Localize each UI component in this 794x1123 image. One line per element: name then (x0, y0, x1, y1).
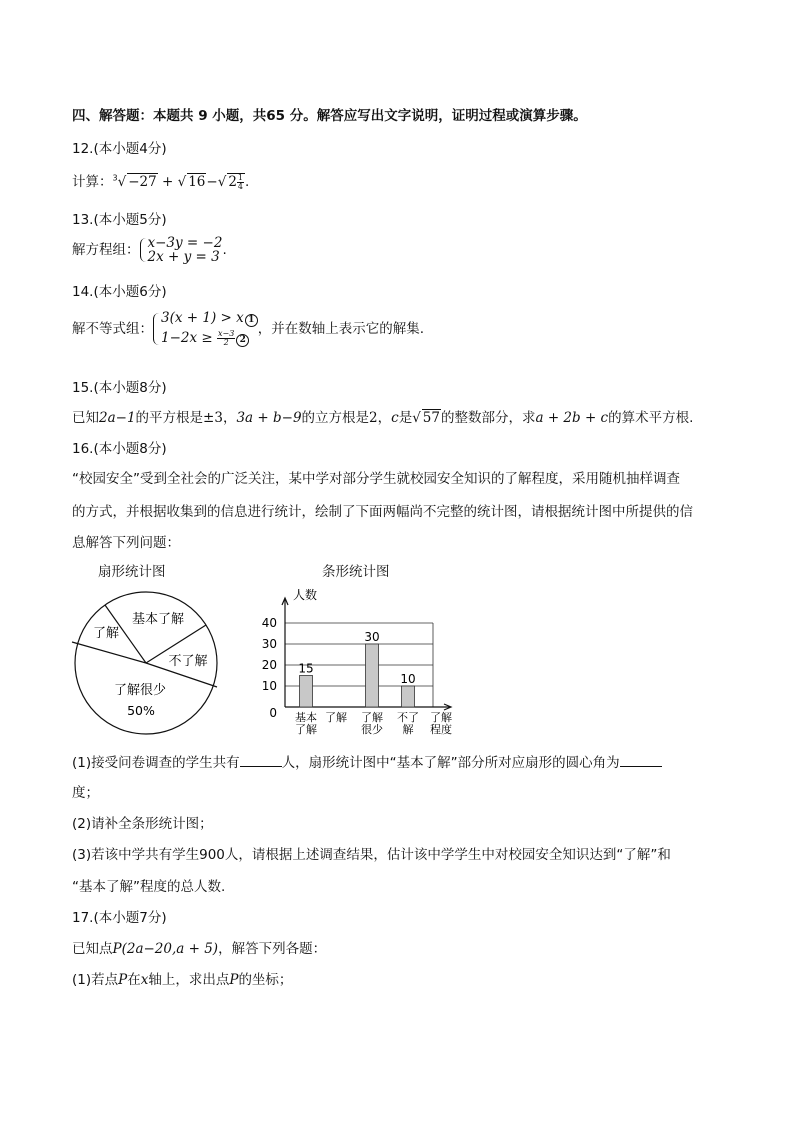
q15-text-a: 已知 (72, 410, 99, 426)
bar-data-label-3: 10 (400, 672, 416, 686)
q16-para1: “校园安全”受到全社会的广泛关注，某中学对部分学生就校园安全知识的了解程度，采用随机抽样调查 (72, 471, 680, 487)
answer-blank-2[interactable] (620, 754, 662, 767)
q16-para2: 的方式，并根据收集到的信息进行统计，绘制了下面两幅尚不完整的统计图，请根据统计图中所提供的信 (72, 504, 693, 520)
q17-sub1-p: P (118, 972, 128, 988)
bar-ytick-label-1: 10 (261, 679, 277, 693)
q16-q1-c: 度； (72, 785, 99, 801)
bar-xtick-label-2-b: 很少 (361, 723, 383, 736)
pie-label-basic: 基本了解 (131, 612, 185, 627)
q12-mixed-den: 4 (237, 182, 244, 191)
q17-sub1-b: 在 (127, 972, 141, 988)
bar-xtick-label-3-b: 解 (402, 723, 414, 736)
bar-0 (300, 676, 313, 708)
q15-text-f: 是 (398, 410, 413, 426)
q16-q2: (2)请补全条形统计图； (72, 816, 213, 832)
pie-label-little: 了解很少 (113, 683, 167, 698)
q12-suffix: . (245, 174, 250, 190)
q15-expr2: 3a + b−9 (236, 410, 302, 426)
bar-xtick-label-3-a: 不了 (397, 711, 419, 724)
bar-ytick-label-3: 30 (261, 637, 277, 651)
q14-header: 14.(本小题6分) (72, 284, 167, 300)
answer-blank-1[interactable] (240, 754, 282, 767)
q17-sub1-c: 轴上，求出点 (148, 972, 230, 988)
q13-eq2: 2x + y = 3 (147, 249, 220, 265)
bar-data-label-2: 30 (364, 630, 380, 644)
bar-xlabel-line2: 程度 (430, 723, 452, 736)
q16-q3-a: (3)若该中学共有学生900人，请根据上述调查结果，估计该中学学生中对校园安全知识达到“了解”和 (72, 847, 671, 863)
bar-ytick-label-4: 40 (261, 616, 277, 630)
q15-header: 15.(本小题8分) (72, 380, 167, 396)
q12-minus: − (206, 174, 218, 190)
q13-prefix: 解方程组： (72, 242, 140, 258)
q14-mark1: 1 (245, 314, 258, 327)
q14-system (153, 311, 258, 347)
q16-para3: 息解答下列问题： (72, 535, 180, 551)
q17-sub1 (72, 968, 292, 988)
q12-sqrt-arg: 16 (188, 174, 206, 190)
q12-problem: 计算：$^3$√ −27 + √ 16−√ 2 $\frac{1}{4}$ . (72, 173, 250, 191)
pie-label-little-percent: 50% (127, 703, 155, 718)
q14-ineq2-left: 1−2x ≥ (161, 330, 217, 346)
q16-header: 16.(本小题8分) (72, 441, 167, 457)
q14-ineq1: 3(x + 1) > x (161, 310, 244, 326)
q15-sqrt57: 57 (422, 410, 440, 426)
q14-problem (72, 311, 424, 347)
q15-text-d: 的立方根是 (301, 410, 370, 426)
q15-pm3: ±3 (203, 410, 223, 426)
q16-q1-b: 人，扇形统计图中“基本了解”部分所对应扇形的圆心角为 (281, 755, 620, 771)
pie-label-know: 了解 (92, 626, 120, 641)
bar-xlabel-line1: 了解 (430, 711, 452, 724)
q15-expr1: 2a−1 (99, 410, 136, 426)
q13-eq1: x−3y = −2 (147, 235, 223, 251)
bar-chart-title: 条形统计图 (322, 564, 390, 580)
pie-label-unknown: 不了解 (168, 654, 208, 669)
q14-mark2: 2 (236, 334, 249, 347)
bar-ylabel: 人数 (293, 588, 318, 602)
q15-text-e: ， (377, 410, 392, 426)
q15-c: c (391, 410, 399, 426)
bar-xtick-label-1: 了解 (325, 711, 347, 724)
q17-problem (72, 937, 326, 957)
bar-xtick-label-2-a: 了解 (361, 711, 383, 724)
q12-cuberoot-arg: −27 (128, 174, 157, 190)
q17-sub1-x: x (140, 972, 149, 988)
q12-mixed-number (227, 173, 245, 191)
q15-text-b: 的平方根是 (135, 410, 204, 426)
q12-prefix: 计算： (72, 174, 113, 190)
q17-sub1-d: 的坐标； (238, 972, 293, 988)
pie-divider-1 (72, 642, 146, 663)
q12-cuberoot-index: 3 (112, 173, 118, 183)
q14-ineq2-den: 2 (223, 338, 229, 347)
q17-header: 17.(本小题7分) (72, 910, 167, 926)
q14-prefix: 解不等式组： (72, 321, 153, 337)
q17-text-a: 已知点 (72, 941, 113, 957)
q13-system (140, 236, 223, 264)
q14-ineq2-num: x−3 (218, 329, 235, 338)
q15-problem: 已知2a−1的平方根是±3，3a + b−9的立方根是2，c是√ 57的整数部分，求a + 2b + c的算术平方根. (72, 410, 694, 426)
q15-text-g: 的整数部分，求 (440, 410, 536, 426)
bar-data-label-0: 15 (298, 661, 314, 676)
q15-text-h: 的算术平方根. (608, 410, 694, 426)
q16-q1-a: (1)接受问卷调查的学生共有 (72, 755, 240, 771)
q13-header: 13.(本小题5分) (72, 212, 167, 228)
q13-problem (72, 236, 227, 264)
bar-xtick-label-0-a: 基本 (295, 711, 317, 724)
q16-q3-b: “基本了解”程度的总人数. (72, 879, 226, 895)
q15-expr3: a + 2b + c (535, 410, 609, 426)
bar-2 (366, 644, 379, 707)
pie-chart-title: 扇形统计图 (98, 564, 166, 580)
q17-sub1-a: (1)若点 (72, 972, 119, 988)
q17-point: P(2a−20,a + 5) (112, 941, 219, 957)
q12-plus: + (157, 174, 178, 190)
q12-mixed-num: 1 (237, 173, 244, 182)
q15-two: 2 (369, 410, 378, 426)
section-heading: 四、解答题：本题共 9 小题，共65 分。解答应写出文字说明，证明过程或演算步骤。 (72, 108, 587, 124)
q14-suffix: ，并在数轴上表示它的解集. (257, 321, 425, 337)
q15-text-c: ， (222, 410, 237, 426)
q16-sub1 (72, 751, 662, 771)
q12-mixed-whole: 2 (228, 174, 237, 190)
q17-text-b: ，解答下列各题： (218, 941, 327, 957)
bar-xtick-label-0-b: 了解 (295, 723, 317, 736)
q17-sub1-p2: P (229, 972, 239, 988)
q13-suffix: . (222, 242, 227, 258)
bar-3 (402, 686, 415, 707)
pie-chart (68, 585, 228, 745)
bar-ytick-label-2: 20 (261, 658, 277, 672)
q12-header: 12.(本小题4分) (72, 141, 167, 157)
bar-ytick-label-0: 0 (269, 706, 277, 720)
bar-chart (255, 585, 465, 745)
